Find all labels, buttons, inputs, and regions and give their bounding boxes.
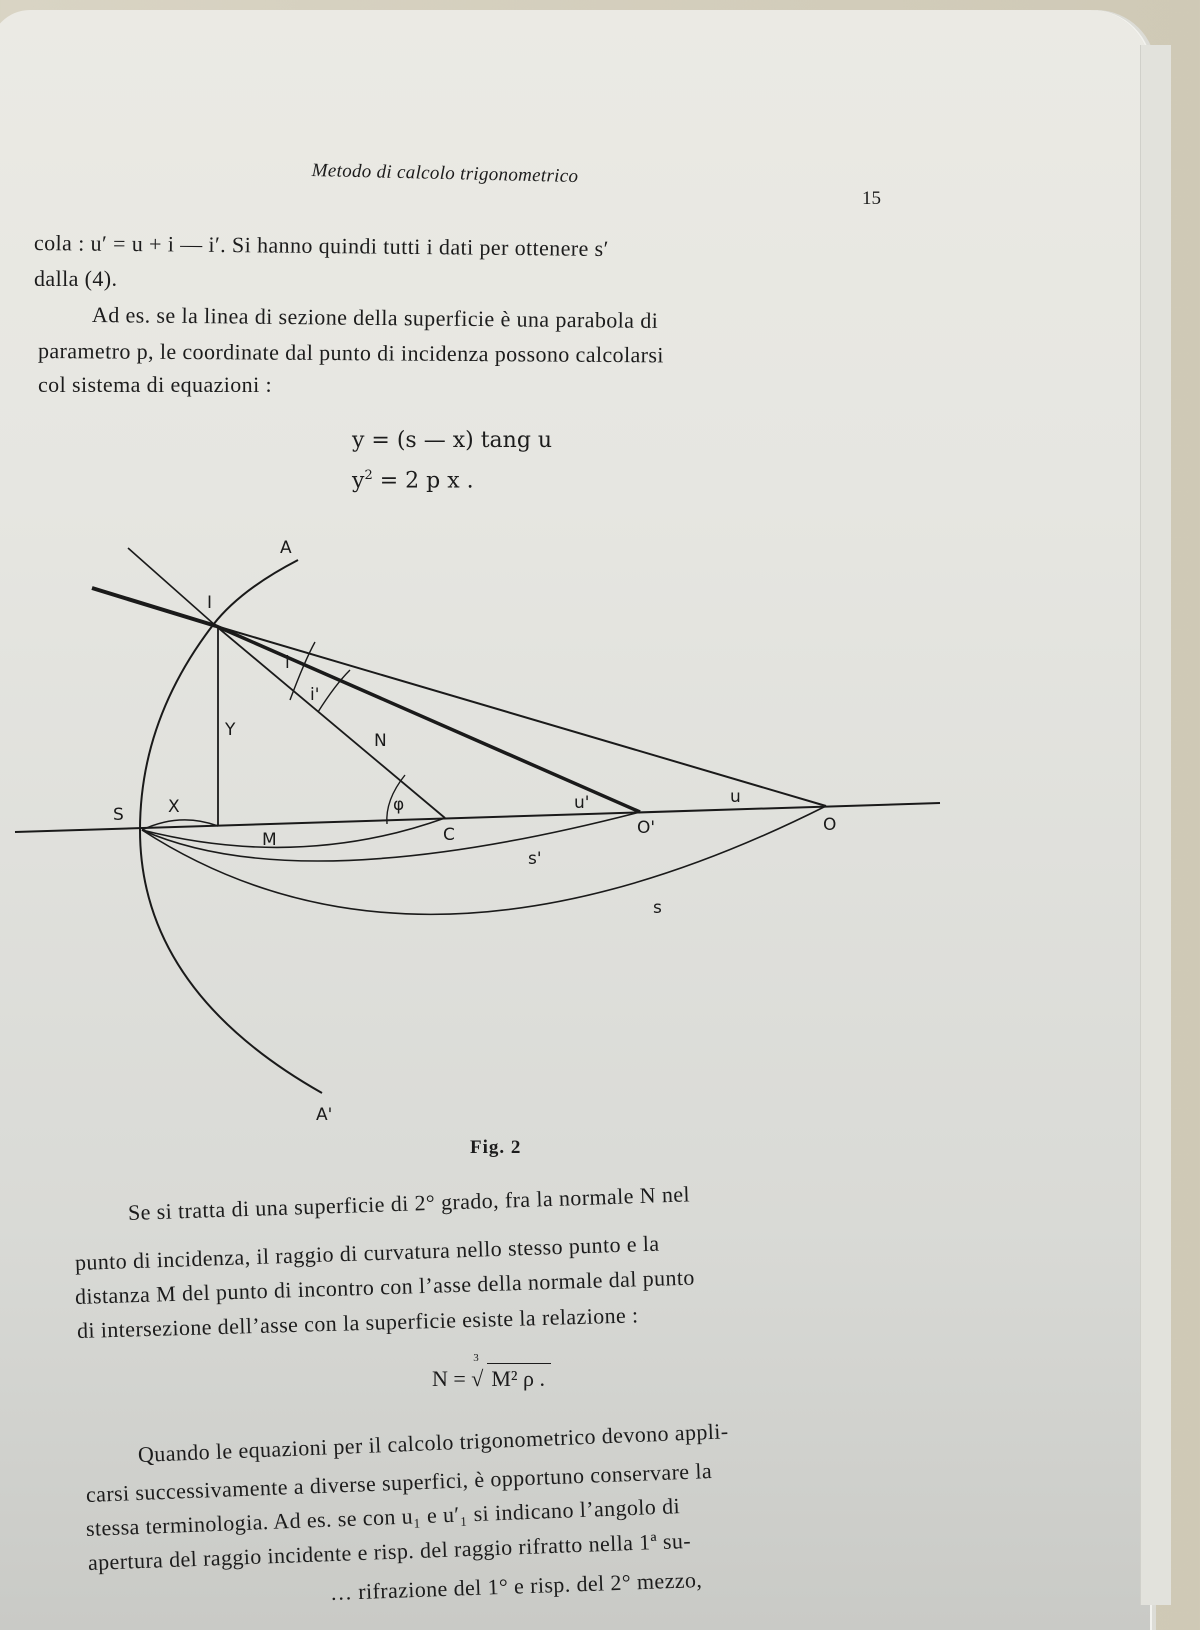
label-s-prime: s' [528,849,542,869]
label-Y: Y [225,720,236,740]
label-A-prime: A' [316,1105,333,1125]
s-arc [142,806,826,914]
equation-2 [352,468,474,493]
body-line: Ad es. se la linea di sezione della superficie è una parabola di [91,302,659,333]
refracted-ray [216,626,640,812]
incident-ray [92,588,216,626]
body-line: cola : u′ = u + i — i′. Si hanno quindi tutti i dati per ottenere s′ [33,230,609,262]
running-header: Metodo di calcolo trigonometrico [311,160,579,188]
radicand: M² ρ . [487,1363,551,1391]
label-C: C [443,825,455,845]
body-line: di intersezione dell’asse con la superficie esiste la relazione : [76,1302,639,1343]
root-index: 3 [473,1352,479,1364]
label-u: u [730,787,741,807]
next-page-edge [1140,45,1171,1605]
cube-root: 3 √ M² ρ . [471,1366,551,1392]
formula-lhs: N = [432,1366,466,1391]
figure-2-diagram [0,520,960,1130]
label-s: s [653,898,662,918]
body-line: col sistema di equazioni : [38,372,273,397]
eq2-exponent: 2 [364,468,373,483]
body-line: stessa terminologia. Ad es. se con u₁ e u′₁ si indicano l’angolo di [85,1493,681,1541]
label-i: i [285,653,290,673]
label-X: X [168,797,180,817]
body-line: dalla (4). [34,266,118,291]
label-u-prime: u' [574,793,590,813]
label-S: S [113,805,124,825]
incident-ray-to-O [216,626,826,806]
body-line: punto di incidenza, il raggio di curvatura nello stesso punto e la [74,1230,660,1275]
label-O: O [823,815,837,835]
normal-N [216,626,445,818]
body-line: carsi successivamente a diverse superfici, è opportuno conservare la [85,1457,713,1507]
formula-N [432,1352,551,1392]
body-line: distanza M del punto di incontro con l’asse della normale dal punto [74,1264,696,1309]
label-i-prime: i' [310,685,320,705]
label-O-prime: O' [637,818,656,838]
label-A: A [280,538,292,558]
page-number: 15 [862,188,881,209]
label-M: M [262,830,277,850]
eq2-rhs: = 2 p x . [372,468,474,494]
equation-1: y = (s — x) tang u [352,428,553,453]
label-N: N [374,731,387,751]
body-line: … rifrazione del 1° e risp. del 2° mezzo, [329,1567,703,1605]
label-I: I [207,593,213,613]
body-line: parametro p, le coordinate dal punto di incidenza possono calcolarsi [37,338,664,368]
body-line: Quando le equazioni per il calcolo trigonometrico devono appli- [137,1418,729,1467]
body-line: Se si tratta di una superficie di 2° grado, fra la normale N nel [127,1181,691,1225]
label-phi: φ [393,795,405,815]
body-line: apertura del raggio incidente e risp. del raggio rifratto nella 1ª su- [87,1527,692,1575]
figure-caption: Fig. 2 [470,1137,522,1158]
eq2-lhs: y [352,468,365,494]
